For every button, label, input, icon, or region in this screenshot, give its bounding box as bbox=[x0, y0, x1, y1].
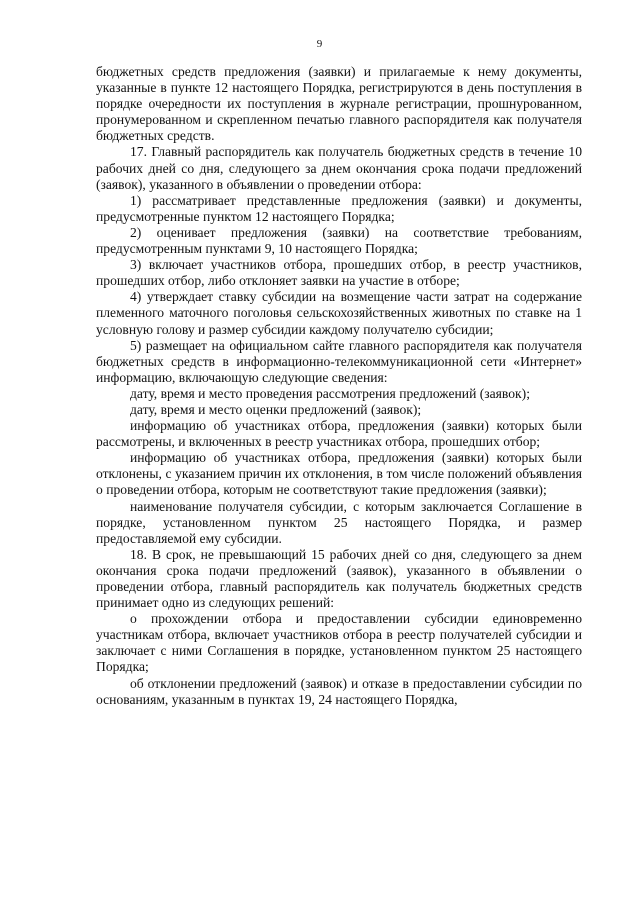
paragraph: 17. Главный распорядитель как получатель бюджетных средств в течение 10 рабочих дней со дня, следующего за днем окончания срока подачи предложений (заявок), указанного в объявлении о проведении отбора: bbox=[96, 144, 582, 192]
document-body bbox=[96, 64, 582, 708]
paragraph: 3) включает участников отбора, прошедших отбор, в реестр участников, прошедших отбор, либо отклоняет заявки на участие в отборе; bbox=[96, 257, 582, 289]
paragraph: 1) рассматривает представленные предложения (заявки) и документы, предусмотренные пунктом 12 настоящего Порядка; bbox=[96, 192, 582, 224]
paragraph: 4) утверждает ставку субсидии на возмещение части затрат на содержание племенного маточного поголовья сельскохозяйственных животных по ставке на 1 условную голову и размер субсидии каждому получателю субсидии; bbox=[96, 289, 582, 337]
paragraph: 18. В срок, не превышающий 15 рабочих дней со дня, следующего за днем окончания срока подачи предложений (заявок), указанного в объявлении о проведении отбора, главный распорядитель как получатель бюджетных средств принимает одно из следующих решений: bbox=[96, 546, 582, 611]
paragraph: о прохождении отбора и предоставлении субсидии единовременно участникам отбора, включает участников отбора в реестр получателей субсидии и заключает с ними Соглашения в порядке, установленном пунктом 25 настоящего Порядка; bbox=[96, 611, 582, 675]
paragraph: об отклонении предложений (заявок) и отказе в предоставлении субсидии по основаниям, указанным в пунктах 19, 24 настоящего Порядка, bbox=[96, 675, 582, 707]
paragraph: 5) размещает на официальном сайте главного распорядителя как получателя бюджетных средств в информационно-телекоммуникационной сети «Интернет» информацию, включающую следующие сведения: bbox=[96, 337, 582, 385]
paragraph: дату, время и место проведения рассмотрения предложений (заявок); bbox=[130, 385, 530, 401]
paragraph: информацию об участниках отбора, предложения (заявки) которых были отклонены, с указанием причин их отклонения, в том числе положений объявления о проведении отбора, которым не соответствуют такие предложения (заявки); bbox=[96, 450, 582, 498]
paragraph: 2) оценивает предложения (заявки) на соответствие требованиям, предусмотренным пунктами 9, 10 настоящего Порядка; bbox=[96, 224, 582, 257]
paragraph: информацию об участниках отбора, предложения (заявки) которых были рассмотрены, и включенных в реестр участниках отбора, прошедших отбор; bbox=[96, 418, 582, 450]
paragraph: наименование получателя субсидии, с которым заключается Соглашение в порядке, установленном пунктом 25 настоящего Порядка, и размер предоставляемой ему субсидии. bbox=[96, 498, 582, 546]
page-number: 9 bbox=[316, 38, 323, 50]
paragraph: дату, время и место оценки предложений (заявок); bbox=[130, 401, 422, 417]
paragraph: бюджетных средств предложения (заявки) и прилагаемые к нему документы, указанные в пункте 12 настоящего Порядка, регистрируются в день поступления в порядке очередности их поступления в журнале регистрации, прошнурованном, пронумерованном и скрепленном печатью главного распорядителя как получателя бюджетных средств. bbox=[96, 64, 582, 144]
